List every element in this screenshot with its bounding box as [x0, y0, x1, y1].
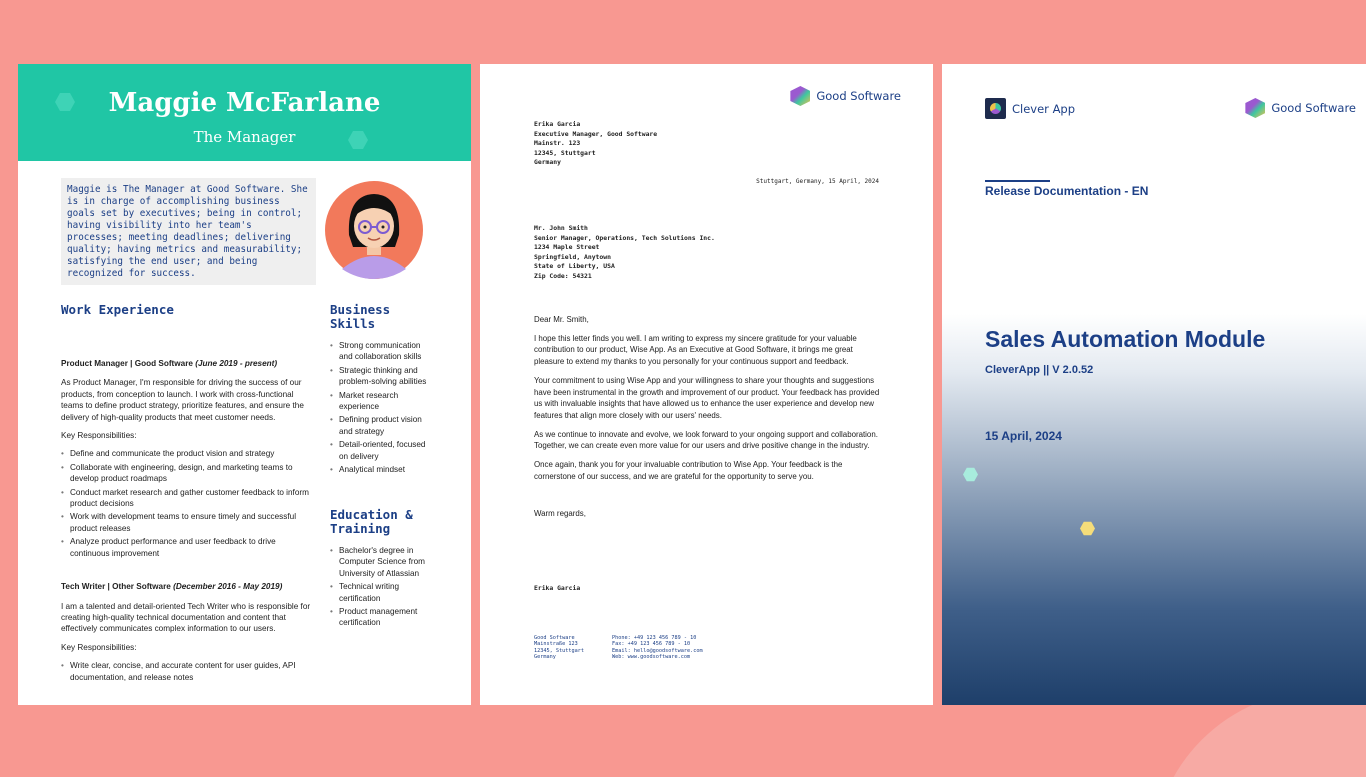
footer-contact: [612, 635, 703, 661]
footer-address-line: Mainstraße 123: [534, 641, 578, 648]
skill-item: • Strategic thinking and problem-solving abilities: [330, 365, 435, 388]
good-software-logo-icon: [1245, 98, 1265, 118]
footer-address-line: 12345, Stuttgart: [534, 647, 584, 654]
release-doc-page: [942, 64, 1366, 705]
job-title-text: Tech Writer | Other Software: [61, 582, 174, 592]
clever-app-logo: [985, 98, 1075, 119]
footer-contact-line: Phone: +49 123 456 789 - 10: [612, 635, 697, 641]
list-item: • Work with development teams to ensure timely and successful product releases: [61, 511, 316, 534]
sender-line: Mainstr. 123: [534, 139, 581, 148]
resume-name: Maggie McFarlane: [108, 88, 381, 118]
footer-contact-line: Fax: +49 123 456 789 - 10: [612, 641, 691, 648]
list-item: • Define and communicate the product vision and strategy: [61, 448, 316, 459]
skill-item: • Strong communication and collaboration skills: [330, 340, 435, 363]
letter-brand: [790, 86, 901, 106]
job-dates: (December 2016 - May 2019): [173, 582, 283, 592]
resume-role: The Manager: [193, 128, 296, 146]
resume-page: [18, 64, 471, 705]
recipient-line: 1234 Maple Street: [534, 243, 600, 252]
skill-item: • Defining product vision and strategy: [330, 414, 435, 437]
list-item: • Collaborate with engineering, design, and marketing teams to develop product roadmaps: [61, 462, 316, 485]
salutation: Dear Mr. Smith,: [534, 315, 589, 324]
doc-date: 15 April, 2024: [985, 429, 1062, 443]
education-item: • Product management certification: [330, 606, 435, 629]
education-heading: Education & Training: [330, 507, 413, 536]
business-skills-section: [330, 340, 435, 477]
skill-item: • Detail-oriented, focused on delivery: [330, 439, 435, 462]
letter-paragraph: As we continue to innovate and evolve, we look forward to your ongoing support and collaboration. Together, we can create even more value for our users and drive positive change in the industry.: [534, 429, 878, 451]
job-description: I am a talented and detail-oriented Tech Writer who is responsible for creating high-quality technical documentation and content that effectively communicates complex information to our users.: [61, 601, 311, 634]
list-item: • Conduct market research and gather customer feedback to inform product decisions: [61, 487, 316, 510]
list-item: • Analyze product performance and user feedback to drive continuous improvement: [61, 536, 316, 559]
recipient-address: [534, 224, 715, 282]
job-dates: (June 2019 - present): [195, 359, 278, 368]
divider: [985, 180, 1050, 182]
letter-paragraph: Once again, thank you for your invaluable contribution to Wise App. Your feedback is the cornerstone of our success, and we are grateful for the opportunity to serve you.: [534, 460, 843, 481]
letter-paragraph: I hope this letter finds you well. I am writing to express my sincere gratitude for your valuable contribution to our product, Wise App. As an Executive at Good Software, it brings me great pleasure to extend my thanks to you personally for your continuous support and feedback.: [534, 333, 857, 367]
footer-contact-line: Email: hello@goodsoftware.com: [612, 647, 703, 654]
resume-header: [18, 64, 471, 161]
sender-line: Germany: [534, 158, 561, 167]
hexagon-icon: [1080, 521, 1095, 536]
responsibilities-label: Key Responsibilities:: [61, 431, 137, 441]
education-item: • Bachelor's degree in Computer Science from University of Atlassian: [330, 545, 435, 579]
business-skills-heading: Business Skills: [330, 302, 391, 331]
resume-intro: Maggie is The Manager at Good Software. She is in charge of accomplishing business goals set by executives; being in control; having visibility into her team's processes; meeting deadlines; delivering quality; having metrics and measurability; satisfying the end user; and being recognized for success.: [61, 178, 316, 285]
skill-item: • Analytical mindset: [330, 464, 435, 475]
responsibilities-list: [61, 660, 316, 683]
letter-page: [480, 64, 933, 705]
footer-contact-line: Web: www.goodsoftware.com: [612, 654, 691, 661]
education-item: • Technical writing certification: [330, 581, 435, 604]
recipient-line: Springfield, Anytown: [534, 252, 611, 261]
recipient-line: Zip Code: 54321: [534, 271, 592, 280]
brand-name: Good Software: [1271, 101, 1356, 115]
recipient-line: Senior Manager, Operations, Tech Solutions Inc.: [534, 233, 715, 242]
release-brand: [1245, 98, 1356, 118]
responsibilities-list: [61, 448, 316, 559]
work-experience-section: [61, 358, 316, 685]
app-name: Clever App: [1012, 101, 1076, 116]
letter-paragraph: Your commitment to using Wise App and your willingness to share your thoughts and suggestions have been instrumental in the growth and improvement of our product. Your feedback has provided us with invaluable insights that have allowed us to enhance the user experience and develop new features that align more closely with our users' needs.: [534, 375, 880, 420]
doc-title: Sales Automation Module: [985, 326, 1266, 352]
sender-line: 12345, Stuttgart: [534, 148, 596, 157]
job-title-text: Product Manager | Good Software: [61, 359, 196, 368]
signature: Erika Garcia: [534, 584, 581, 592]
job-description: As Product Manager, I'm responsible for driving the success of our products, from conception to launch. I work with cross-functional teams to define product strategy, prioritize features, and ensure the delivery of high-quality products that meet customer needs.: [61, 378, 304, 422]
letter-date: Stuttgart, Germany, 15 April, 2024: [756, 178, 879, 185]
recipient-line: Mr. John Smith: [534, 224, 588, 232]
hexagon-icon: [963, 467, 978, 482]
good-software-logo-icon: [790, 86, 810, 106]
responsibilities-label: Key Responsibilities:: [61, 642, 137, 652]
sender-address: [534, 120, 657, 168]
recipient-line: State of Liberty, USA: [534, 262, 615, 271]
footer-address-line: Germany: [534, 654, 556, 661]
letter-body: [534, 314, 882, 489]
list-item: • Write clear, concise, and accurate content for user guides, API documentation, and release notes: [61, 660, 316, 683]
doc-subtitle: Release Documentation - EN: [985, 184, 1149, 198]
footer-address-line: Good Software: [534, 635, 575, 641]
footer-address: [534, 635, 584, 661]
clever-app-icon: [985, 98, 1006, 119]
job-title: [61, 358, 316, 369]
brand-name: Good Software: [816, 89, 901, 103]
sender-line: Erika Garcia: [534, 120, 581, 128]
closing: Warm regards,: [534, 509, 586, 518]
education-section: [330, 545, 435, 631]
avatar: [325, 181, 423, 279]
job-title: [61, 581, 316, 592]
skill-item: • Market research experience: [330, 390, 435, 413]
work-experience-heading: Work Experience: [61, 302, 174, 317]
sender-line: Executive Manager, Good Software: [534, 129, 658, 138]
doc-version: CleverApp || V 2.0.52: [985, 364, 1094, 376]
